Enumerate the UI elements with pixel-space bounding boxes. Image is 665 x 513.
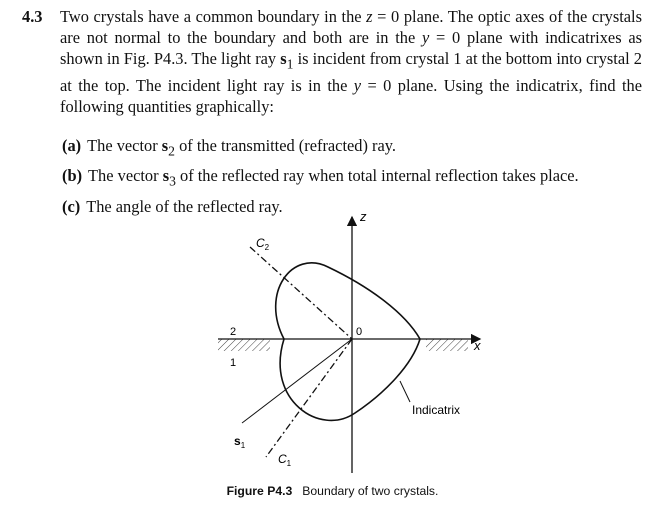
c2-letter: C: [256, 236, 265, 250]
caption-label: Figure P4.3: [226, 484, 293, 498]
part-b-subscript: 3: [169, 173, 176, 189]
ray-s1-symbol: s: [280, 49, 287, 69]
optic-axis-c2-label: [256, 236, 270, 252]
axis-x-label: x: [474, 338, 481, 353]
problem-text: [60, 6, 642, 117]
part-c-text: The angle of the reflected ray.: [86, 196, 283, 216]
ray-s1-subscript: 1: [286, 56, 294, 72]
caption-text: Boundary of two crystals.: [302, 484, 439, 498]
part-a-vector: s: [161, 136, 169, 155]
optic-axis-c1: [266, 339, 352, 457]
c2-subscript: 2: [264, 243, 270, 252]
problem-text-3: = 0 plane with indicatrixes as shown in Fig. P4.3. The light ray: [60, 28, 643, 69]
part-a: [62, 133, 579, 163]
figure-p4-3: [200, 205, 500, 475]
origin-label: 0: [356, 326, 363, 338]
indicatrix-label: Indicatrix: [412, 403, 461, 417]
part-a-subscript: 2: [168, 143, 175, 159]
problem-text-1: Two crystals have a common boundary in the: [60, 7, 367, 26]
optic-axis-c1-label: [278, 452, 292, 468]
problem-number: 4.3: [22, 7, 43, 26]
ray-s1: [242, 339, 352, 423]
s1-letter: s: [234, 434, 241, 448]
problem-statement: [22, 6, 642, 117]
problem-text-5: = 0 plane. Using the indicatrix, find the following quantities graphically:: [60, 75, 642, 117]
boundary-hatch-left: [218, 339, 270, 351]
problem-text-2: = 0 plane. The optic axes of the crystals are not normal to the boundary and both are in the: [60, 7, 642, 48]
ray-s1-label: [234, 434, 246, 450]
figure-caption: [0, 484, 665, 498]
part-c-label: (c): [62, 196, 81, 216]
c1-letter: C: [278, 452, 287, 466]
part-b-pre: The vector: [88, 166, 163, 186]
problem-text-4: is incident from crystal 1 at the bottom into crystal 2 at the top. The incident light ray is in the: [60, 49, 642, 95]
part-a-pre: The vector: [87, 136, 162, 155]
indicatrix-leader: [400, 381, 410, 402]
part-a-post: of the transmitted (refracted) ray.: [174, 136, 396, 155]
part-a-label: (a): [62, 136, 82, 155]
boundary-hatch-right: [426, 339, 468, 351]
crystal-1-label: 1: [230, 357, 237, 369]
var-y-1: y: [421, 28, 430, 48]
part-b-vector: s: [162, 166, 170, 186]
crystal-2-label: 2: [230, 326, 237, 338]
indicatrix-upper: [276, 263, 420, 339]
part-b: [62, 163, 579, 193]
axis-z-label: z: [360, 209, 367, 224]
s1-subscript: 1: [240, 441, 246, 450]
part-b-post: of the reflected ray when total internal reflection takes place.: [175, 166, 579, 186]
var-y-2: y: [353, 75, 362, 95]
c1-subscript: 1: [286, 459, 292, 468]
part-b-label: (b): [62, 166, 83, 186]
optic-axis-c2: [250, 247, 352, 339]
var-z: z: [366, 7, 373, 26]
